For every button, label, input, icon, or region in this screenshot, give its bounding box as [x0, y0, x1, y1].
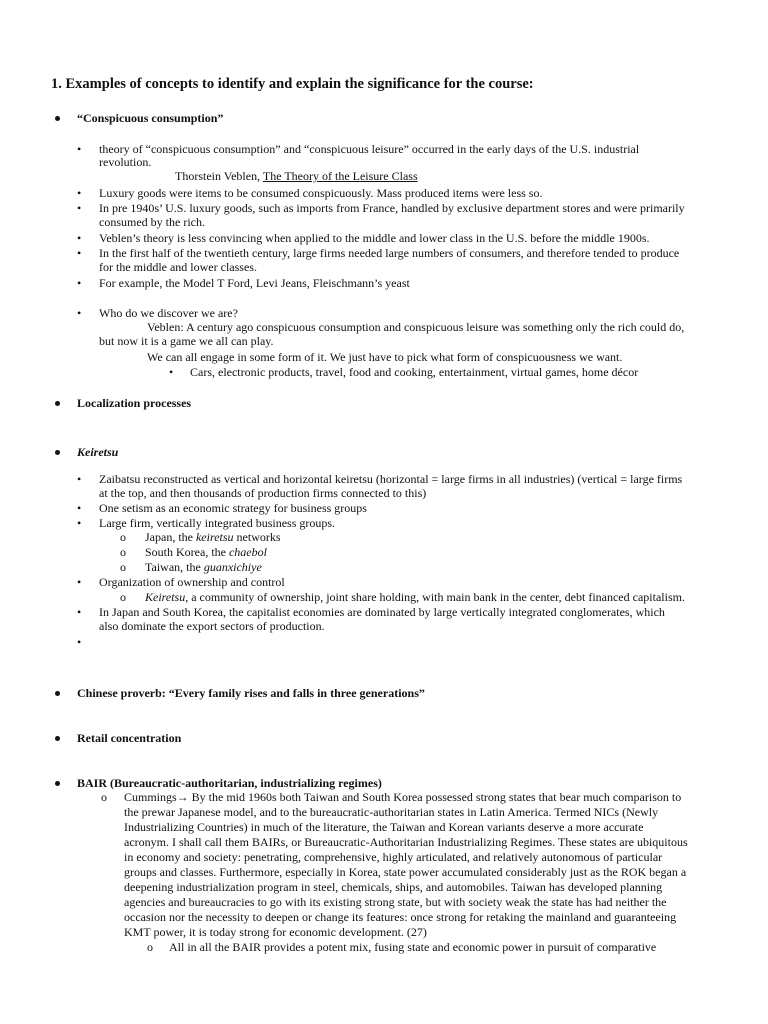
sub-bullet-icon: • [77, 635, 82, 649]
text-line: deepening industrialization program in steel, chemicals, ships, and automobiles. Taiwan has developed planning [124, 880, 663, 894]
topic-keiretsu: Keiretsu [77, 445, 119, 459]
bullet-icon [55, 450, 60, 455]
text-line [145, 560, 262, 574]
text-line: agencies and bureaucracies to go with its existing strong state, but with society weak the state has had neither the [124, 895, 667, 909]
text-line: Veblen’s theory is less convincing when applied to the middle and lower class in the U.S. before the middle 1900s. [99, 231, 650, 245]
text-run-italic: chaebol [228, 545, 267, 559]
text-run: , a community of ownership, joint share holding, with main bank in the center, debt financed capitalism. [185, 590, 685, 604]
text-line: theory of “conspicuous consumption” and “conspicuous leisure” occurred in the early days of the U.S. industrial [99, 142, 640, 156]
text-line: Zaibatsu reconstructed as vertical and horizontal keiretsu (horizontal = large firms in all industries) (vertical = large firms [99, 472, 683, 486]
text-run-italic: guanxichiye [203, 560, 262, 574]
text-line: at the top, and then thousands of production firms connected to this) [99, 486, 427, 500]
text-run: Japan, the [145, 530, 196, 544]
text-line: In Japan and South Korea, the capitalist economies are dominated by large vertically integrated conglomerates, which [99, 605, 665, 619]
sub-bullet-icon: • [77, 231, 82, 245]
text-line [145, 545, 267, 559]
text-run-italic: keiretsu [195, 530, 234, 544]
text-run: networks [233, 530, 281, 544]
text-line: consumed by the rich. [99, 215, 205, 229]
sub-bullet-icon: • [77, 516, 82, 530]
bullet-icon [55, 116, 60, 121]
text-line: the prewar Japanese model, and to the bureaucratic-authoritarian states in Latin America. Termed NICs (Newly [124, 805, 659, 819]
sub-bullet-icon: • [77, 246, 82, 260]
text-line: occasion nor the necessity to deepen or change its features: once strong for retaking the mainland and guaranteeing [124, 910, 677, 924]
text-run: South Korea, the [145, 545, 229, 559]
text-line: Cars, electronic products, travel, food and cooking, entertainment, virtual games, home décor [190, 365, 639, 379]
section-heading: 1. Examples of concepts to identify and explain the significance for the course: [51, 76, 534, 92]
author-name: Thorstein Veblen, [175, 169, 263, 183]
text-line: We can all engage in some form of it. We just have to pick what form of conspicuousness we want. [147, 350, 623, 364]
text-line: groups and classes. Furthermore, especially in Korea, state power accumulated considerably just as the ROK began a [124, 865, 687, 879]
text-line: Veblen: A century ago conspicuous consumption and conspicuous leisure was something only the rich could do, [147, 320, 685, 334]
text-run: Taiwan, the [145, 560, 204, 574]
o-marker: o [120, 590, 126, 604]
text-line: revolution. [99, 155, 152, 169]
text-line: Organization of ownership and control [99, 575, 285, 589]
sub-bullet-icon: • [77, 501, 82, 515]
topic-chinese-proverb: Chinese proverb: “Every family rises and falls in three generations” [77, 686, 425, 700]
text-line: but now it is a game we all can play. [99, 334, 274, 348]
text-line: in economy and society: penetrating, comprehensive, highly articulated, and relatively autonomous of particular [124, 850, 663, 864]
topic-localization-processes: Localization processes [77, 396, 192, 410]
topic-bair: BAIR (Bureaucratic-authoritarian, industrializing regimes) [77, 776, 382, 790]
bullet-icon [55, 691, 60, 696]
sub-bullet-icon: • [77, 306, 82, 320]
sub-bullet-icon: • [77, 201, 82, 215]
text-line: Cummings→ By the mid 1960s both Taiwan and South Korea possessed strong states that bear much comparison to [124, 790, 682, 804]
text-line [175, 169, 418, 183]
sub-bullet-icon: • [77, 605, 82, 619]
text-line: All in all the BAIR provides a potent mix, fusing state and economic power in pursuit of comparative [169, 940, 657, 954]
o-marker: o [120, 530, 126, 544]
bullet-icon [55, 401, 60, 406]
text-line: Who do we discover we are? [99, 306, 238, 320]
text-run-italic: Keiretsu [145, 590, 186, 604]
sub-bullet-icon: • [77, 186, 82, 200]
text-line: for the middle and lower classes. [99, 260, 257, 274]
text-line: Large firm, vertically integrated business groups. [99, 516, 336, 530]
text-line: In the first half of the twentieth century, large firms needed large numbers of consumers, and therefore tended to produce [99, 246, 680, 260]
text-line: For example, the Model T Ford, Levi Jeans, Fleischmann’s yeast [99, 276, 410, 290]
topic-conspicuous-consumption: “Conspicuous consumption” [77, 111, 224, 125]
sub-bullet-icon: • [77, 142, 82, 156]
sub-bullet-icon: • [169, 365, 174, 379]
text-line: Luxury goods were items to be consumed conspicuously. Mass produced items were less so. [99, 186, 543, 200]
text-line: In pre 1940s’ U.S. luxury goods, such as imports from France, handled by exclusive department stores and were primarily [99, 201, 685, 215]
bullet-icon [55, 736, 60, 741]
text-line [145, 590, 685, 604]
text-line [145, 530, 281, 544]
book-title: The Theory of the Leisure Class [262, 169, 418, 183]
sub-bullet-icon: • [77, 575, 82, 589]
o-marker: o [101, 790, 107, 804]
text-line: also dominate the export sectors of production. [99, 619, 325, 633]
o-marker: o [147, 940, 153, 954]
bullet-icon [55, 781, 60, 786]
sub-bullet-icon: • [77, 472, 82, 486]
topic-retail-concentration: Retail concentration [77, 731, 182, 745]
text-line: acronym. I shall call them BAIRs, or Bureaucratic-Authoritarian Industrializing Regimes. These states are ubiquitous [124, 835, 688, 849]
text-line: One setism as an economic strategy for business groups [99, 501, 367, 515]
text-line: Industrializing Countries) in much of the literature, the Taiwan and Korean variants deserve a more accurate [124, 820, 644, 834]
text-line: KMT power, it is today strong for economic development. (27) [124, 925, 427, 939]
o-marker: o [120, 545, 126, 559]
sub-bullet-icon: • [77, 276, 82, 290]
o-marker: o [120, 560, 126, 574]
